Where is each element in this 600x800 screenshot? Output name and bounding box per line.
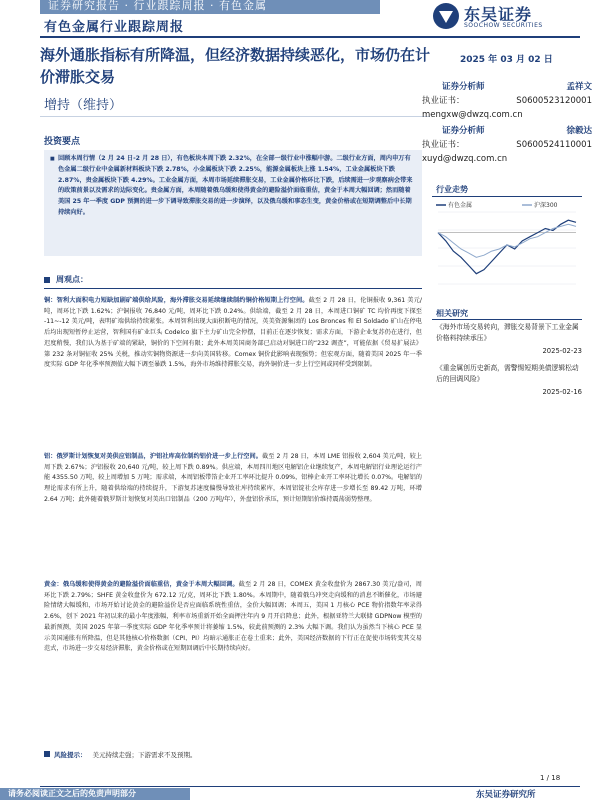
analyst-name: 孟祥文 (566, 82, 592, 92)
company-logo (432, 0, 582, 34)
analyst-name: 徐毅达 (566, 126, 592, 136)
rating-divider (40, 116, 430, 117)
weekly-view-header (44, 274, 422, 286)
legend-hs300: 沪深300 (534, 202, 558, 209)
paragraph-aluminum (44, 452, 422, 506)
header-divider (40, 36, 580, 38)
related-research-list (436, 322, 582, 404)
footer-divider (40, 786, 580, 787)
paragraph-lead: 铝：俄罗斯计划恢复对美供应铝制品，沪铝社库高位制约铝价进一步上行空间。 (44, 453, 262, 460)
weekly-view-title: 周观点： (56, 275, 88, 284)
paragraph-lead: 铜：智利大面积电力短缺加剧矿端供给风险，海外滞胀交易延续继续制约铜价格短期上行空间。 (44, 297, 309, 304)
related-divider (432, 319, 582, 320)
weekly-view-divider (44, 288, 422, 289)
cert-label: 执业证书： (422, 140, 465, 150)
risk-label: 风险提示： (54, 751, 87, 759)
logo-text: 东吴证券 (464, 5, 533, 24)
analyst-email[interactable]: mengxw@dwzq.com.cn (422, 110, 523, 120)
paragraph-lead: 黄金：俄乌缓和使得黄金的避险溢价面临重估，黄金于本周大幅回调。 (44, 581, 239, 588)
paragraph-body: 截至 2 月 28 日，本周 LME 铝报收 2,604 美元/吨，较上周下跌 2.67%；沪铝报收 20,640 元/吨，较上周下跌 0.89%。供应端，本周四川地区电解铝企业继续复产，本周电解铝行业理论运行产能 4355.50 万吨，较上周增加 5 万吨；需求端，本周铝板带箔企业开工率环比提升 0.09%，铝棒企业开工率环比增长 0.07%。电解铝的理论需求有所上升，随着供给端的持续提升，下游复苏速度偏慢导致社库持续累库，本周铝锭社会库存进一步增长至 89.42 万吨，环增 2.64 万吨；此外随着俄罗斯计划恢复对美出口铝制品（200 万吨/年），外盘铝价承压，预计短期铝价维持震荡弱势整理。 (44, 453, 422, 503)
related-item-title[interactable]: 《海外市场交易转向，滞胀交易背景下工业金属价格料持续承压》 (436, 323, 579, 342)
analyst-role: 证券分析师 (442, 126, 485, 136)
summary-title: 投资要点 (44, 137, 81, 147)
analyst-block-1 (422, 80, 592, 122)
related-title: 相关研究 (436, 309, 468, 318)
footer-org: 东吴证券研究所 (476, 790, 536, 800)
related-item-date: 2025-02-23 (542, 347, 582, 355)
logo-mark-icon (432, 2, 460, 30)
cert-label: 执业证书： (422, 96, 465, 106)
square-bullet-icon (44, 277, 50, 283)
chart-legend (436, 201, 558, 209)
summary-item: ■ 回顾本周行情（2 月 24 日-2 月 28 日），有色板块本周下跌 2.32%，在全部一级行业中涨幅中游。二级行业方面，周内申万有色金属二级行业中金属新材料板块下跌 2.78%，小金属板块下跌 2.25%，能源金属板块上涨 1.54%，工业金属板块下跌 2.87%，贵金属板块下跌 4.29%。工业金属方面，本周市场延续滞胀交易，工业金属价格环比下跌，后续需进一步观察病会带来的政策前景以及需求的边际变化。贵金属方面，本周随着俄乌缓和使得黄金的避险溢价面临重估，黄金于本周大幅回调；然而随着美国 25 年一季度 GDP 预测的进一步下调导致滞胀交易的进一步演绎，以及俄乌缓和事态生变，黄金价格或在短期调整后中长期持续向好。 (50, 154, 416, 219)
risk-warning (44, 750, 422, 759)
report-date: 2025 年 03 月 02 日 (460, 55, 553, 65)
risk-text: 美元持续走强；下游需求不及预期。 (92, 751, 197, 759)
cert-number: S0600523120001 (516, 96, 592, 106)
rating: 增持（维持） (44, 98, 123, 113)
related-item-title[interactable]: 《重金属创历史新高，需警惕短期美债逻辑松动后的回调风险》 (436, 364, 579, 383)
report-header (0, 0, 600, 36)
analyst-role: 证券分析师 (442, 82, 485, 92)
legend-nonferrous: 有色金属 (448, 202, 473, 209)
trend-title: 行业走势 (436, 185, 468, 194)
paragraph-copper (44, 296, 422, 371)
trend-divider (432, 196, 582, 197)
related-item-date: 2025-02-16 (542, 388, 582, 396)
paragraph-gold (44, 580, 422, 655)
report-type: 有色金属行业跟踪周报 (44, 20, 185, 35)
chart-lines (438, 220, 576, 274)
report-headline: 海外通胀指标有所降温，但经济数据持续恶化，市场仍在计价滞胀交易 (40, 46, 431, 86)
summary-box (44, 150, 422, 256)
disclaimer-notice: 请务必阅读正文之后的免责声明部分 (0, 788, 190, 800)
chart-grid (438, 212, 576, 284)
analyst-block-2 (422, 124, 592, 166)
paragraph-body: 截至 2 月 28 日，COMEX 黄金收盘价为 2867.30 美元/盎司，周环比下跌 2.79%；SHFE 黄金收盘价为 672.12 元/克，周环比下跌 1.80%。本周期中，随着俄乌冲突走向缓和的消息不断催化，市场避险情绪大幅缓和，市场开始讨论黄金的避险溢价是否应面临系统性重估，金价大幅回调；本周五，美国 1 月核心 PCE 物价指数年率录得 2.6%，创下 2021 年初以来的最小年度涨幅，利率市场重新开始全面押注年内 9 月开启降息；此外，根据亚特兰大联储 GDPNow 模型的最新预测，美国 2025 年第一季度实际 GDP 年化季率预计将萎缩 1.5%，较此前预测的 2.3% 大幅下调。我们认为虽然当下核心 PCE 显示美国通胀有所降温，但是其他核心价格数据（CPI、PI）均暗示通胀正在卷土重来；此外，美国经济数据的下行正在促使市场转变其交易范式，市场进一步交易经济滞胀，黄金价格或在短期回调后中长期持续向好。 (44, 581, 422, 653)
paragraph-body: 截至 2 月 28 日，伦铜报收 9,361 美元/吨，周环比下跌 1.62%；沪铜报收 76,840 元/吨，周环比下跌 0.24%。供给端，截至 2 月 28 日，本周进口铜矿 TC 均价再度下探至 -11~-12 美元/吨，表明矿端供给持续紧张。本周智利出现大面积断电的情况，英美资源集团的 Los Bronces 和 El Soldado 矿山在停电后均出现短暂停止运营，智利国有矿业巨头 Codelco 旗下主力矿山完全停摆，目前正在逐步恢复；需求方面，下游企业复苏仍在进行，但迟度稍慢，我们认为基于矿端的紧缺，铜价的下空间有限；此外本周美国商务部已启动对铜进口的“232 调查”，可能依据《贸易扩展法》第 232 条对铜征收 25% 关税，推动实铜物资源进一步向美国转移。Comex 铜价此影响表现强势；但宏观方面，随着美国 2025 年一季度实际 GDP 年化季率预测值大幅下调至暴跌 1.5%，海外市场维持滞胀交易，海外铜价进一步上行空间或同样受到限制。 (44, 297, 422, 369)
square-bullet-icon (44, 751, 50, 757)
industry-trend-chart (432, 198, 582, 290)
analyst-email[interactable]: xuyd@dwzq.com.cn (422, 154, 508, 164)
cert-number: S0600524110001 (516, 140, 592, 150)
report-category-tag: 证券研究报告 · 行业跟踪周报 · 有色金属 (40, 0, 380, 14)
logo-subtext: SOOCHOW SECURITIES (464, 22, 543, 29)
page-number: 1 / 18 (540, 774, 561, 782)
